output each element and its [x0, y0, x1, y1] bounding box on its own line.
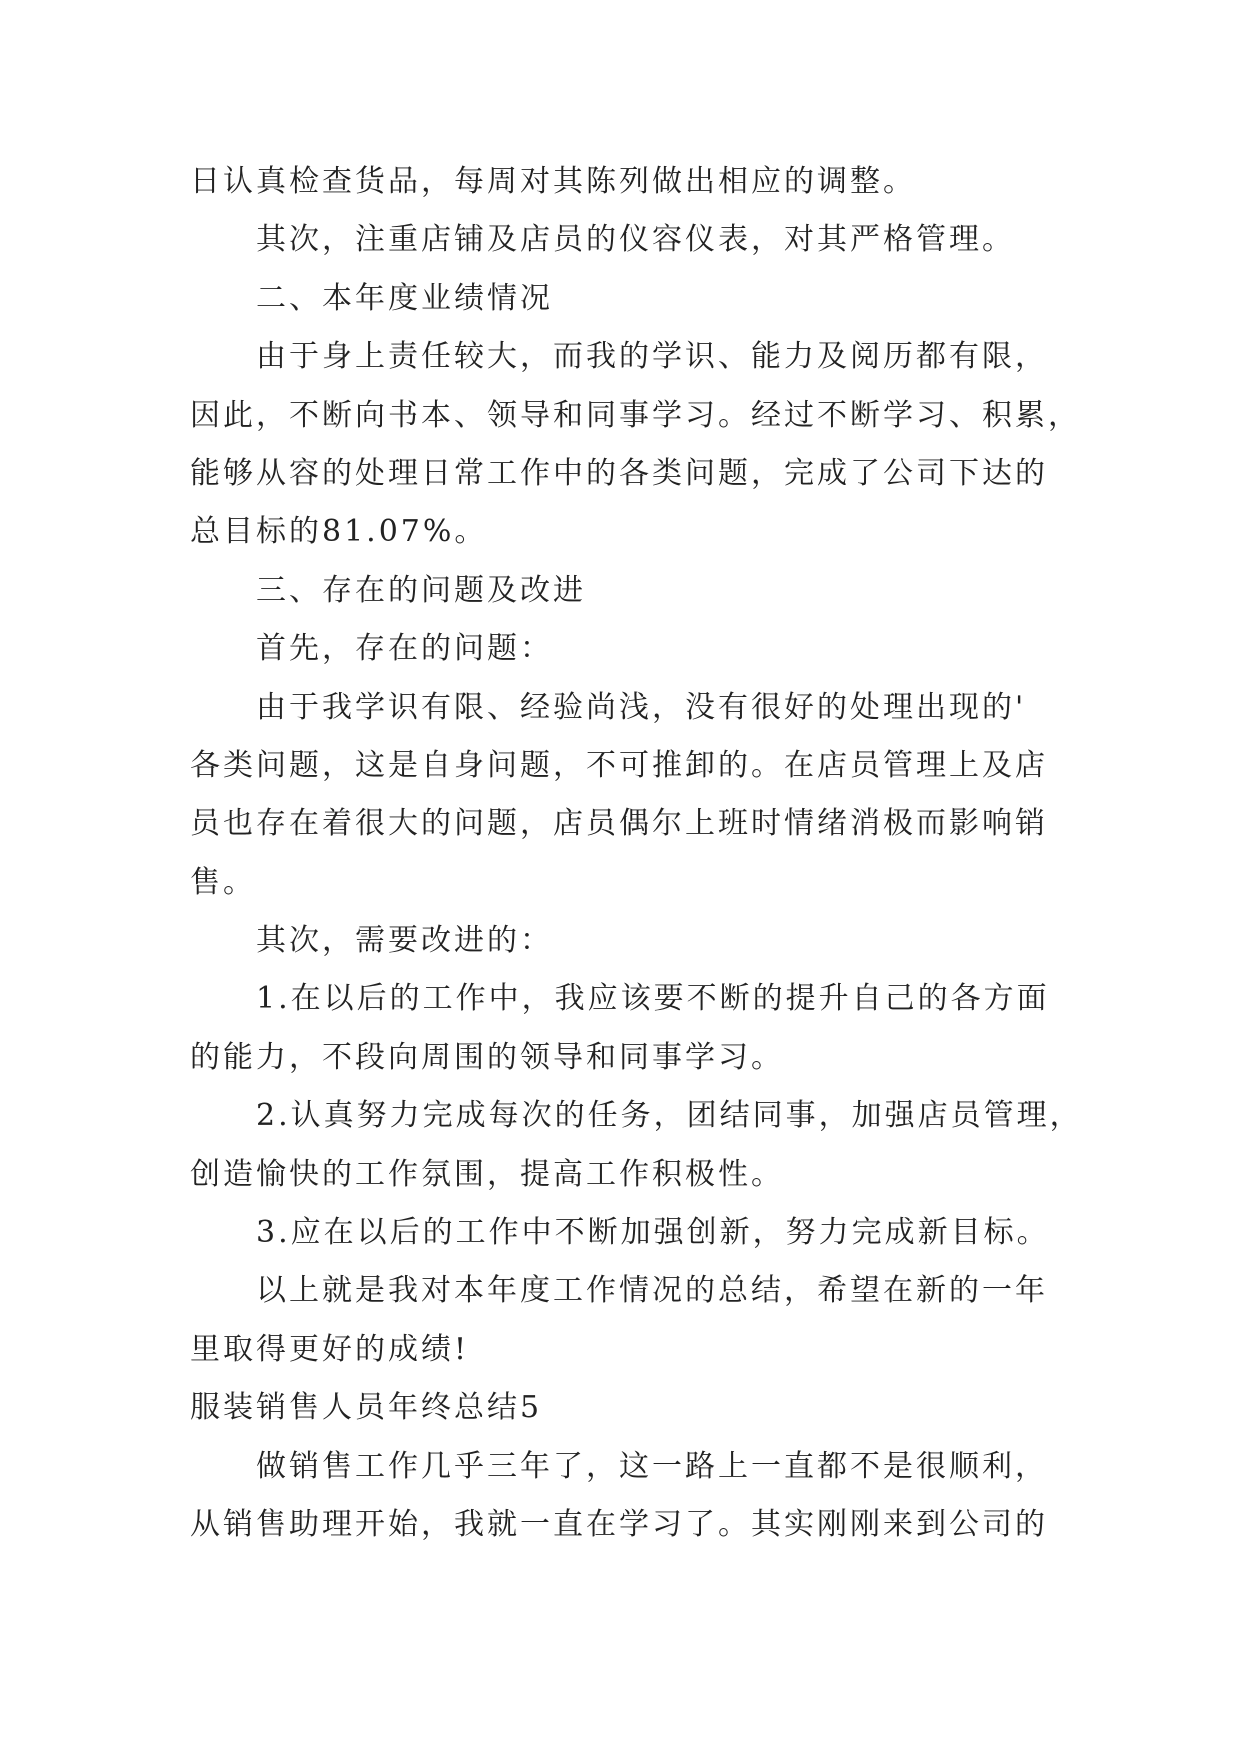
- text-line: 创造愉快的工作氛围，提高工作积极性。: [190, 1156, 784, 1192]
- document-body: [190, 153, 1083, 1554]
- text-line: 售。: [190, 864, 256, 900]
- text-line: 总目标的81.07%。: [190, 514, 488, 550]
- text-line: 由于身上责任较大，而我的学识、能力及阅历都有限，: [256, 339, 1048, 375]
- text-line: 服装销售人员年终总结5: [190, 1390, 543, 1426]
- text-line: 能够从容的处理日常工作中的各类问题，完成了公司下达的: [190, 455, 1048, 491]
- text-line: 由于我学识有限、经验尚浅，没有很好的处理出现的': [256, 689, 1027, 725]
- text-line: 的能力，不段向周围的领导和同事学习。: [190, 1039, 784, 1075]
- text-line: 员也存在着很大的问题，店员偶尔上班时情绪消极而影响销: [190, 806, 1048, 842]
- text-line: 日认真检查货品，每周对其陈列做出相应的调整。: [190, 164, 916, 199]
- text-line: 做销售工作几乎三年了，这一路上一直都不是很顺利，: [256, 1448, 1048, 1484]
- text-line: 以上就是我对本年度工作情况的总结，希望在新的一年: [256, 1273, 1048, 1309]
- text-line: 三、存在的问题及改进: [256, 572, 586, 608]
- text-line: 二、本年度业绩情况: [256, 280, 553, 316]
- text-line: 首先，存在的问题：: [256, 631, 553, 667]
- text-line: 2.认真努力完成每次的任务，团结同事，加强店员管理，: [256, 1098, 1083, 1134]
- text-line: 因此，不断向书本、领导和同事学习。经过不断学习、积累，: [190, 397, 1081, 433]
- text-line: 从销售助理开始，我就一直在学习了。其实刚刚来到公司的: [190, 1506, 1048, 1542]
- text-line: 1.在以后的工作中，我应该要不断的提升自己的各方面: [256, 981, 1050, 1017]
- text-line: 其次，需要改进的：: [256, 923, 553, 959]
- text-line: 里取得更好的成绩!: [190, 1331, 470, 1367]
- text-line: 3.应在以后的工作中不断加强创新，努力完成新目标。: [256, 1215, 1050, 1251]
- text-line: 各类问题，这是自身问题，不可推卸的。在店员管理上及店: [190, 747, 1048, 783]
- text-line: 其次，注重店铺及店员的仪容仪表，对其严格管理。: [256, 222, 1015, 258]
